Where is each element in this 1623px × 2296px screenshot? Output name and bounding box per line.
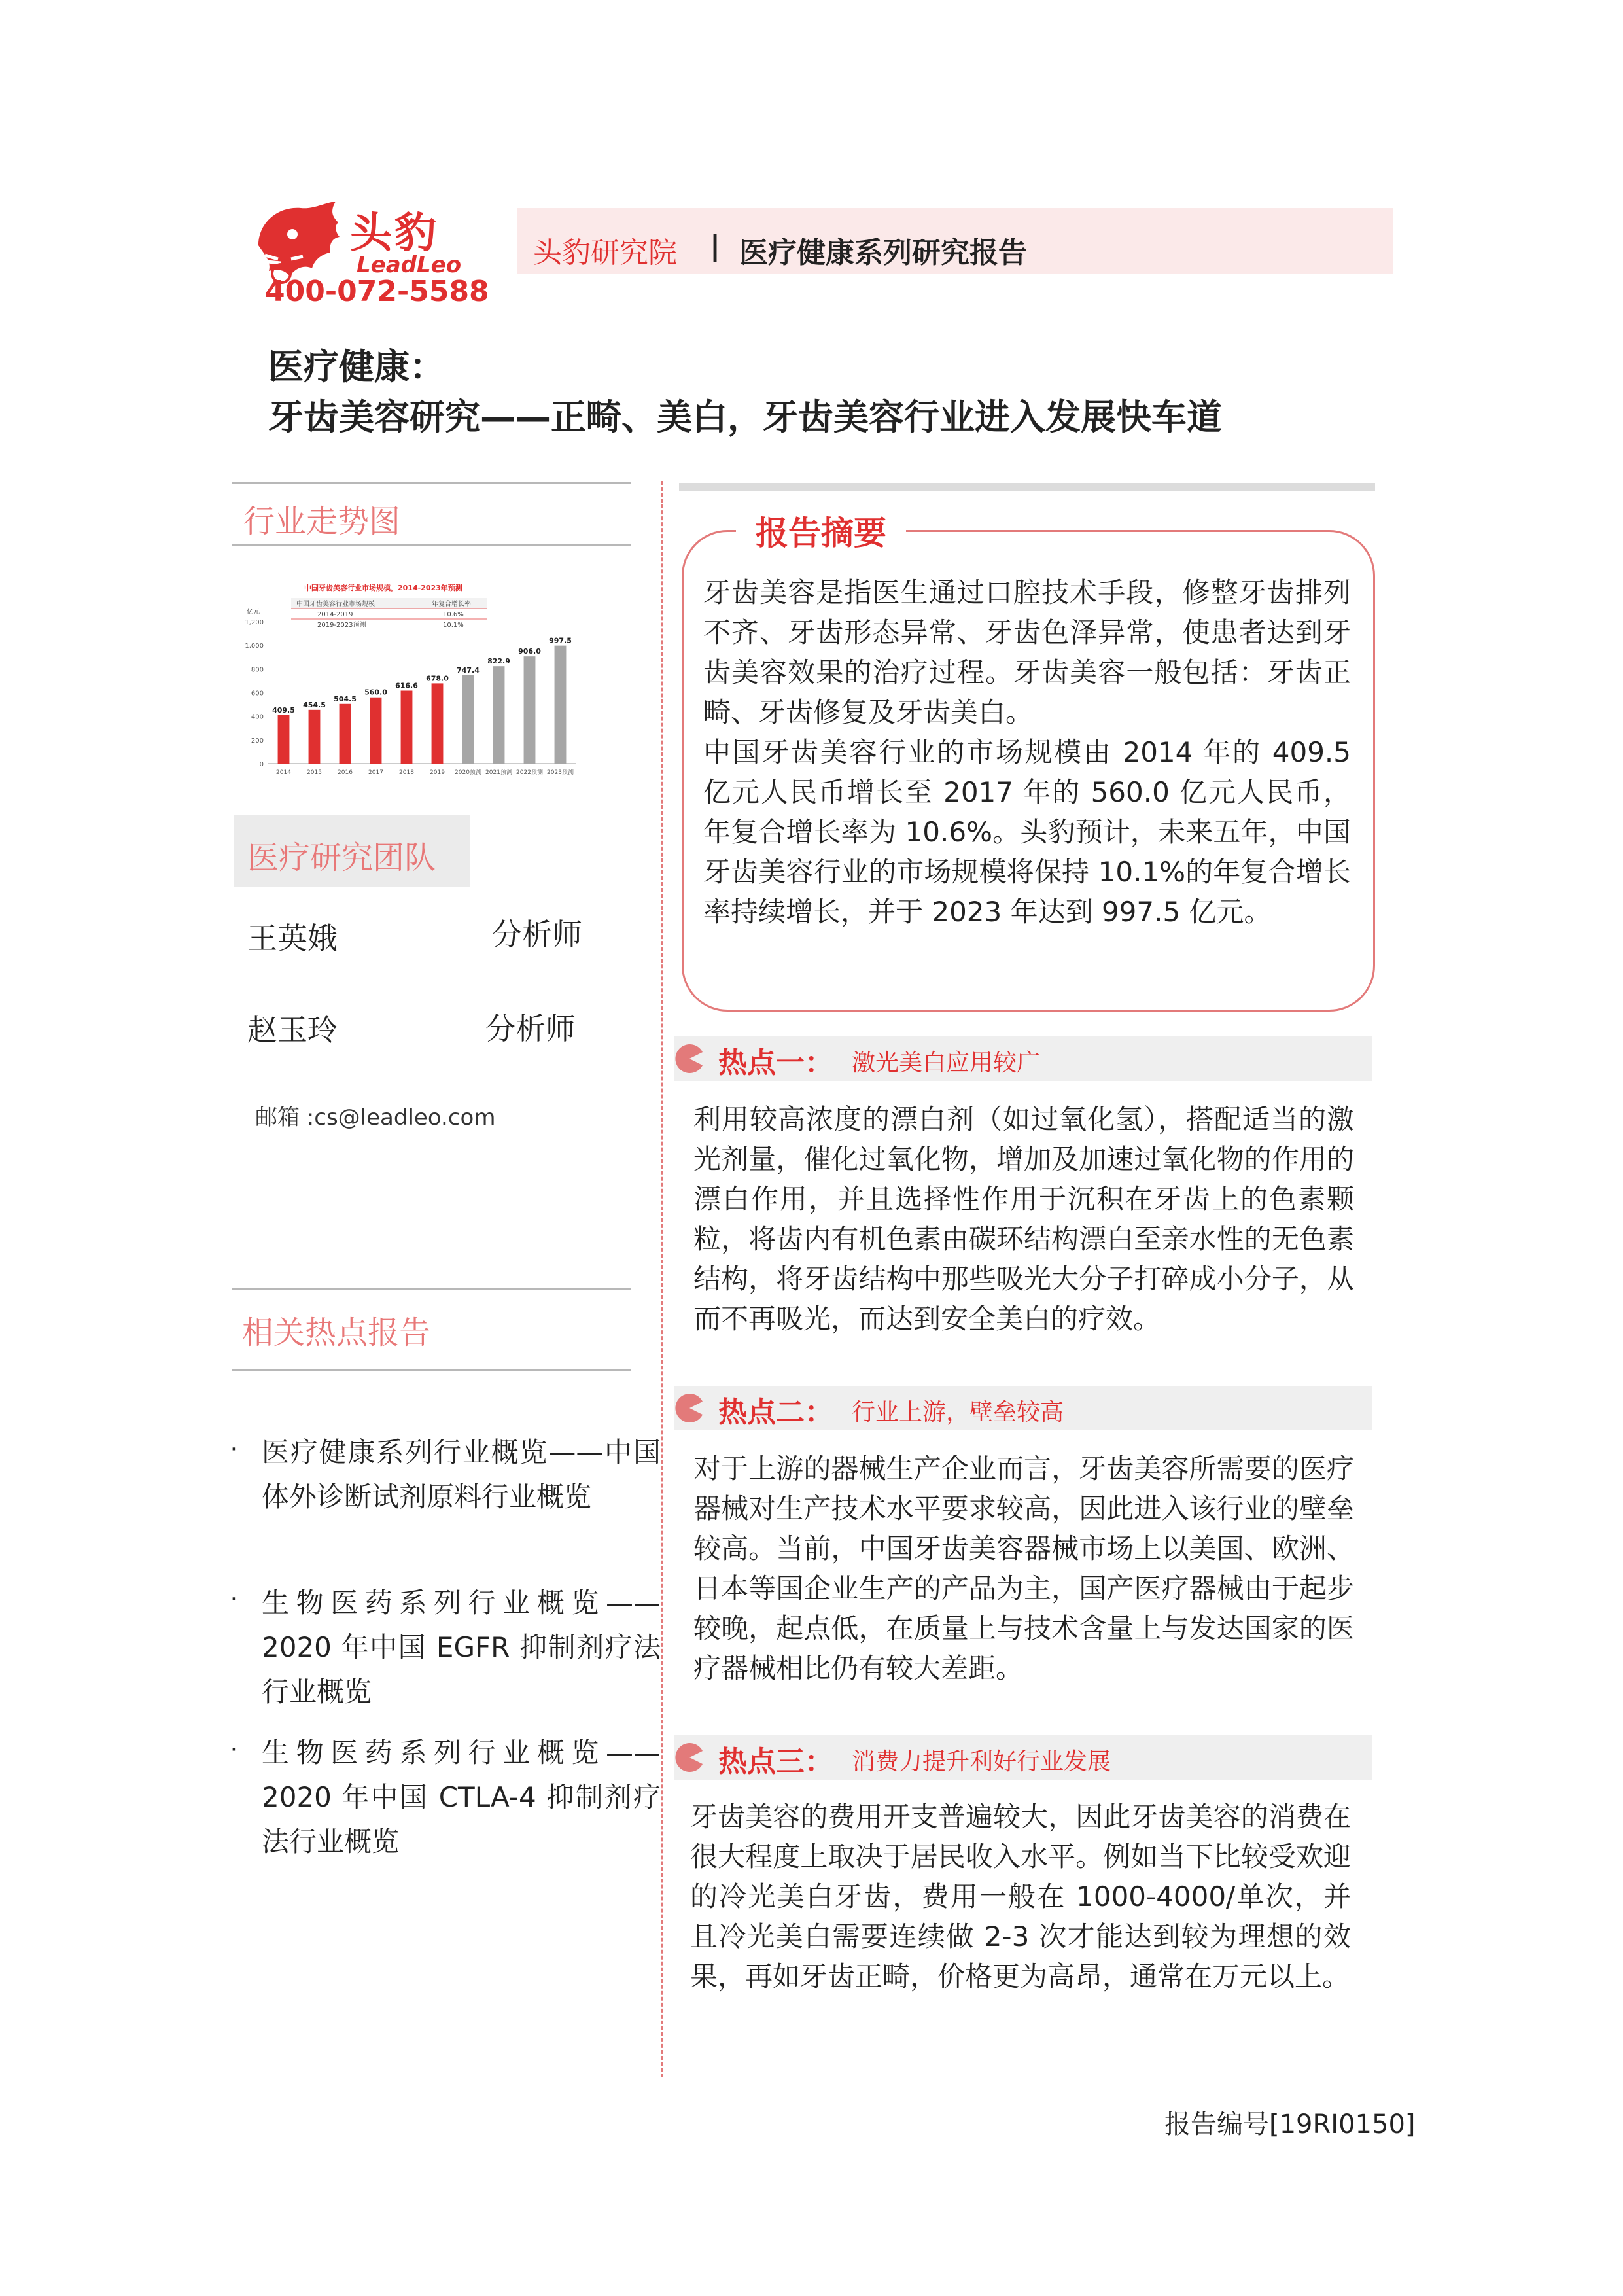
trend-chart (232, 576, 579, 792)
y-tick-label: 400 (251, 713, 264, 721)
hotpoint-topic: 激光美白应用较广 (852, 1050, 1041, 1076)
bar-value-label: 747.4 (457, 665, 480, 675)
column-divider (661, 481, 663, 2077)
brand-subname: LeadLeo (357, 252, 462, 278)
related-report-link[interactable]: 生物医药系列行业概览——2020 年中国 EGFR 抑制剂疗法行业概览 (262, 1587, 661, 1708)
bar-value-label: 906.0 (518, 647, 541, 656)
x-tick-label: 2014 (276, 769, 291, 776)
hotpoint-text: 利用较高浓度的漂白剂（如过氧化氢），搭配适当的激光剂量，催化过氧化物，增加及加速过氧化物的作用的漂白作用，并且选择性作用于沉积在牙齿上的色素颗粒，将齿内有机色素由碳环结构漂白至亲水性的无色素结构，将牙齿结构中那些吸光大分子打碎成小分子，从而不再吸光，而达到安全美白的疗效。 (693, 1103, 1354, 1335)
hotpoint-topic: 行业上游，壁垒较高 (852, 1399, 1064, 1426)
x-tick-label: 2015 (307, 769, 322, 776)
chart-title: 中国牙齿美容行业市场规模，2014-2023年预测 (304, 584, 462, 592)
x-tick-label: 2021预测 (485, 769, 512, 776)
legend-header: 中国牙齿美容行业市场规模 (296, 601, 375, 608)
summary-paragraph: 牙齿美容是指医生通过口腔技术手段，修整牙齿排列不齐、牙齿形态异常、牙齿色泽异常，使患者达到牙齿美容效果的治疗过程。牙齿美容一般包括：牙齿正畸、牙齿修复及牙齿美白。 (703, 576, 1351, 728)
x-tick-label: 2023预测 (547, 769, 574, 776)
chart-bar (524, 656, 536, 764)
chart-bar (432, 683, 444, 764)
bullet-icon: · (230, 1586, 237, 1612)
x-tick-label: 2019 (430, 769, 445, 776)
bar-value-label: 822.9 (487, 657, 510, 666)
bullet-icon: · (230, 1737, 237, 1763)
x-tick-label: 2016 (338, 769, 353, 776)
chart-bar (309, 710, 321, 764)
chart-ylabel: 亿元 (247, 609, 260, 616)
y-tick-label: 600 (251, 690, 264, 698)
leopard-head-icon (252, 196, 343, 288)
x-tick-label: 2020预测 (455, 769, 481, 776)
bar-value-label: 504.5 (334, 694, 357, 703)
hotpoint-text: 对于上游的器械生产企业而言，牙齿美容所需要的医疗器械对生产技术水平要求较高，因此进入该行业的壁垒较高。当前，中国牙齿美容器械市场上以美国、欧洲、日本等国企业生产的产品为主，国产医疗器械由于起步较晚，起点低，在质量上与技术含量上与发达国家的医疗器械相比仍有较大差距。 (693, 1453, 1354, 1684)
header-institute: 头豹研究院 (533, 236, 677, 270)
chart-x-axis (276, 768, 574, 776)
bar-value-label: 454.5 (303, 700, 326, 709)
hotpoint-topic: 消费力提升利好行业发展 (852, 1748, 1111, 1775)
chart-bar (340, 704, 351, 764)
hotpoint-label: 热点二： (718, 1396, 833, 1429)
header-series-title: 医疗健康系列研究报告 (739, 236, 1027, 270)
summary-title-wrap (736, 507, 906, 554)
legend-header: 年复合增长率 (432, 601, 471, 608)
analyst-name: 王英娥 (247, 921, 338, 956)
header-separator: | (710, 229, 721, 262)
hotpoint-label: 热点三： (718, 1745, 833, 1778)
report-number: 报告编号[19RI0150] (1164, 2110, 1416, 2140)
trend-section-label: 行业走势图 (243, 503, 401, 540)
hotpoint-text: 牙齿美容的费用开支普遍较大，因此牙齿美容的消费在很大程度上取决于居民收入水平。例如当下比较受欢迎的冷光美白牙齿，费用一般在 1000-4000/单次，并且冷光美白需要连续做 2-3 次才能达到较为理想的效果，再如牙齿正畸，价格更为高昂，通常在万元以上。 (690, 1801, 1351, 1992)
section-rule (232, 1369, 631, 1371)
hotpoint-label: 热点一： (718, 1046, 833, 1080)
section-rule (232, 544, 631, 546)
report-title-line1: 医疗健康： (268, 346, 445, 387)
bar-value-label: 560.0 (364, 688, 387, 697)
bar-value-label: 616.6 (395, 681, 418, 690)
chart-bar (370, 698, 382, 764)
summary-title: 报告摘要 (756, 514, 886, 552)
bar-value-label: 678.0 (426, 674, 449, 683)
legend-cagr: 10.1% (443, 622, 464, 629)
team-section-label: 医疗研究团队 (247, 839, 436, 876)
chart-legend-table (291, 598, 487, 629)
analyst-name: 赵玉玲 (247, 1012, 338, 1048)
legend-period: 2014-2019 (317, 611, 353, 618)
pie-marker-icon (674, 1392, 705, 1424)
legend-cagr: 10.6% (443, 611, 464, 618)
chart-bar (493, 666, 505, 764)
section-rule (232, 482, 631, 484)
summary-text (703, 573, 1351, 932)
analyst-role: 分析师 (485, 1011, 576, 1046)
section-rule (232, 1288, 631, 1290)
contact-email[interactable]: 邮箱 :cs@leadleo.com (255, 1104, 496, 1131)
pie-marker-icon (674, 1043, 705, 1074)
chart-bar (278, 715, 290, 764)
x-tick-label: 2017 (368, 769, 383, 776)
pie-marker-icon (674, 1742, 705, 1773)
right-column-top-bar (679, 483, 1375, 491)
brand-name: 头豹 (350, 209, 439, 258)
chart-bar (401, 690, 413, 764)
y-tick-label: 0 (259, 761, 264, 768)
bar-value-label: 409.5 (272, 705, 295, 715)
related-report-link[interactable]: 生物医药系列行业概览——2020 年中国 CTLA-4 抑制剂疗法行业概览 (262, 1737, 661, 1858)
bullet-icon: · (230, 1436, 237, 1462)
related-section-label: 相关热点报告 (242, 1315, 431, 1351)
related-report-link[interactable]: 医疗健康系列行业概览——中国体外诊断试剂原料行业概览 (262, 1436, 661, 1513)
x-tick-label: 2022预测 (516, 769, 543, 776)
hotline-number: 400-072-5588 (265, 275, 489, 308)
y-tick-label: 1,200 (245, 619, 264, 626)
bar-value-label: 997.5 (549, 636, 572, 645)
legend-period: 2019-2023预测 (317, 622, 366, 629)
chart-bar (555, 646, 567, 764)
report-title-line2: 牙齿美容研究——正畸、美白，牙齿美容行业进入发展快车道 (268, 397, 1222, 438)
chart-bars (272, 637, 572, 764)
y-tick-label: 800 (251, 666, 264, 674)
analyst-role: 分析师 (492, 917, 582, 952)
summary-paragraph: 中国牙齿美容行业的市场规模由 2014 年的 409.5 亿元人民币增长至 2017 年的 560.0 亿元人民币，年复合增长率为 10.6%。头豹预计，未来五年，中国牙齿美容行业的市场规模将保持 10.1%的年复合增长率持续增长，并于 2023 年达到 997.5 亿元。 (703, 736, 1351, 928)
chart-bar (462, 675, 474, 764)
y-tick-label: 1,000 (245, 643, 264, 650)
y-tick-label: 200 (251, 737, 264, 745)
x-tick-label: 2018 (399, 769, 414, 776)
